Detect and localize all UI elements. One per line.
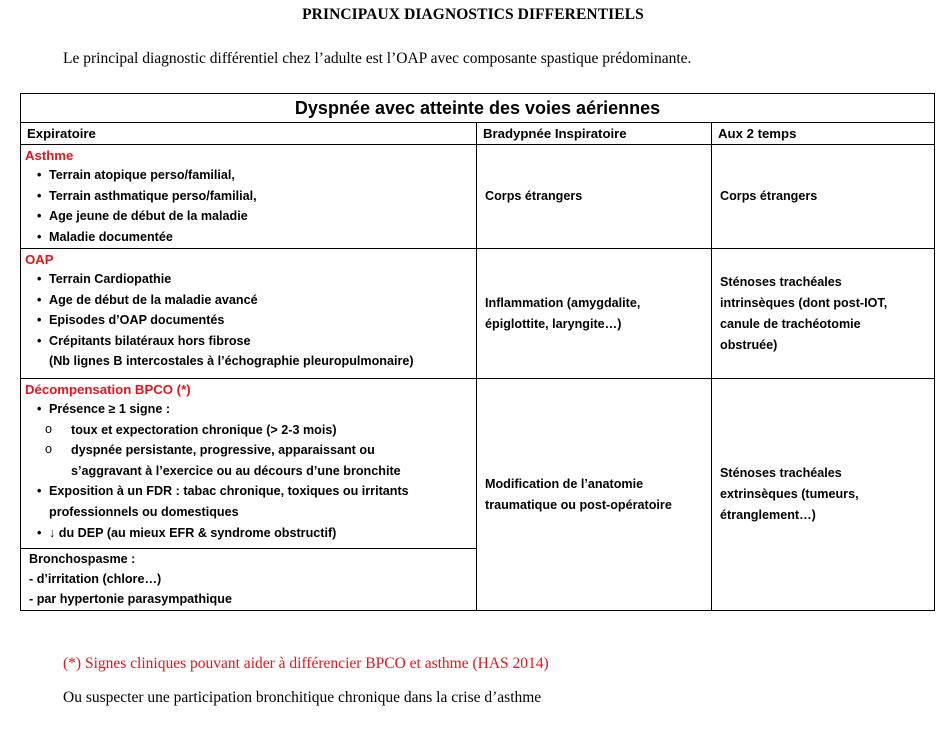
bpco-criteria-list: [25, 399, 472, 420]
list-item: • Crépitants bilatéraux hors fibrose: [37, 331, 472, 352]
bpco-criteria-list-2: [25, 481, 472, 543]
bpco-presence-text: Présence ≥ 1 signe :: [49, 402, 171, 416]
oap-criteria-list: [25, 269, 472, 351]
stenoses-extrinseques-line-2: extrinsèques (tumeurs,: [720, 487, 859, 501]
stenoses-intrinseques-line-3: canule de trachéotomie: [720, 316, 861, 331]
list-item: • ↓ du DEP (au mieux EFR & syndrome obstructif): [37, 523, 472, 544]
bronchospasme-line-2: - par hypertonie parasympathique: [29, 592, 232, 606]
oap-aux-2-temps-cell: [712, 249, 935, 379]
sub-item-line-1: o dyspnée persistante, progressive, apparaissant ou: [71, 443, 375, 458]
oap-echography-note: (Nb lignes B intercostales à l’échographie pleuropulmonaire): [49, 354, 414, 369]
table-main-header: Dyspnée avec atteinte des voies aériennes: [21, 94, 935, 123]
bronchospasme-cell: [21, 549, 477, 611]
list-item: • Age de début de la maladie avancé: [37, 290, 472, 311]
asthme-aux-2-temps-cell: [712, 145, 935, 249]
table-main-header-row: [21, 94, 935, 123]
bpco-title: Décompensation BPCO (*): [25, 382, 191, 397]
table-row-asthme: [21, 145, 935, 249]
modification-anatomie-line-1: Modification de l’anatomie: [485, 476, 644, 491]
intro-paragraph: Le principal diagnostic différentiel chez l’adulte est l’OAP avec composante spastique prédominante.: [63, 50, 692, 67]
oap-cell: [21, 249, 477, 379]
column-header-aux-2-temps: Aux 2 temps: [712, 123, 935, 145]
stenoses-intrinseques-line-2: intrinsèques (dont post-IOT,: [720, 295, 888, 310]
bpco-aux-2-temps-cell: [712, 379, 935, 611]
stenoses-extrinseques-line-3: étranglement…): [720, 508, 816, 522]
differential-diagnosis-table: [20, 93, 935, 611]
inflammation-line-1: Inflammation (amygdalite,: [485, 295, 641, 310]
asthme-criteria-list: [25, 165, 472, 247]
sub-item-line-2: s’aggravant à l’exercice ou au décours d’une bronchite: [71, 463, 401, 478]
list-item: • Episodes d’OAP documentés: [37, 310, 472, 331]
document-title: PRINCIPAUX DIAGNOSTICS DIFFERENTIELS: [302, 6, 644, 23]
list-item: • Terrain Cardiopathie: [37, 269, 472, 290]
list-item: [37, 481, 472, 522]
stenoses-intrinseques-line-1: Sténoses trachéales: [720, 274, 842, 289]
list-item: • Maladie documentée: [37, 227, 472, 248]
bronchospasme-line-1: - d’irritation (chlore…): [29, 572, 162, 586]
table-row-bpco: [21, 379, 935, 549]
corps-etrangers-text: Corps étrangers: [485, 189, 583, 203]
asthme-cell: [21, 145, 477, 249]
bpco-bradypnee-cell: [477, 379, 712, 611]
list-item: • Age jeune de début de la maladie: [37, 206, 472, 227]
list-item: [37, 399, 472, 420]
footnote-red: (*) Signes cliniques pouvant aider à différencier BPCO et asthme (HAS 2014): [63, 655, 549, 672]
corps-etrangers-text: Corps étrangers: [720, 189, 818, 203]
footnote-black: Ou suspecter une participation bronchitique chronique dans la crise d’asthme: [63, 689, 542, 706]
bpco-sub-list: [25, 420, 472, 482]
table-column-header-row: [21, 123, 935, 145]
table-row-oap: [21, 249, 935, 379]
sub-list-item: [45, 440, 472, 481]
list-item: • Terrain asthmatique perso/familial,: [37, 186, 472, 207]
oap-bradypnee-cell: [477, 249, 712, 379]
asthme-bradypnee-cell: [477, 145, 712, 249]
list-item: • Terrain atopique perso/familial,: [37, 165, 472, 186]
bronchospasme-title: Bronchospasme :: [29, 552, 136, 566]
asthme-title: Asthme: [25, 148, 74, 163]
modification-anatomie-line-2: traumatique ou post-opératoire: [485, 497, 672, 512]
column-header-expiratoire: Expiratoire: [21, 123, 477, 145]
exposition-line-2: professionnels ou domestiques: [49, 504, 239, 519]
inflammation-line-2: épiglottite, laryngite…): [485, 316, 622, 331]
bpco-cell: [21, 379, 477, 549]
column-header-bradypnee: Bradypnée Inspiratoire: [477, 123, 712, 145]
stenoses-extrinseques-line-1: Sténoses trachéales: [720, 466, 842, 480]
stenoses-intrinseques-line-4: obstruée): [720, 337, 778, 352]
oap-title: OAP: [25, 252, 54, 267]
exposition-line-1: • Exposition à un FDR : tabac chronique, toxiques ou irritants: [49, 484, 409, 499]
sub-list-item: o toux et expectoration chronique (> 2-3 mois): [45, 420, 472, 441]
